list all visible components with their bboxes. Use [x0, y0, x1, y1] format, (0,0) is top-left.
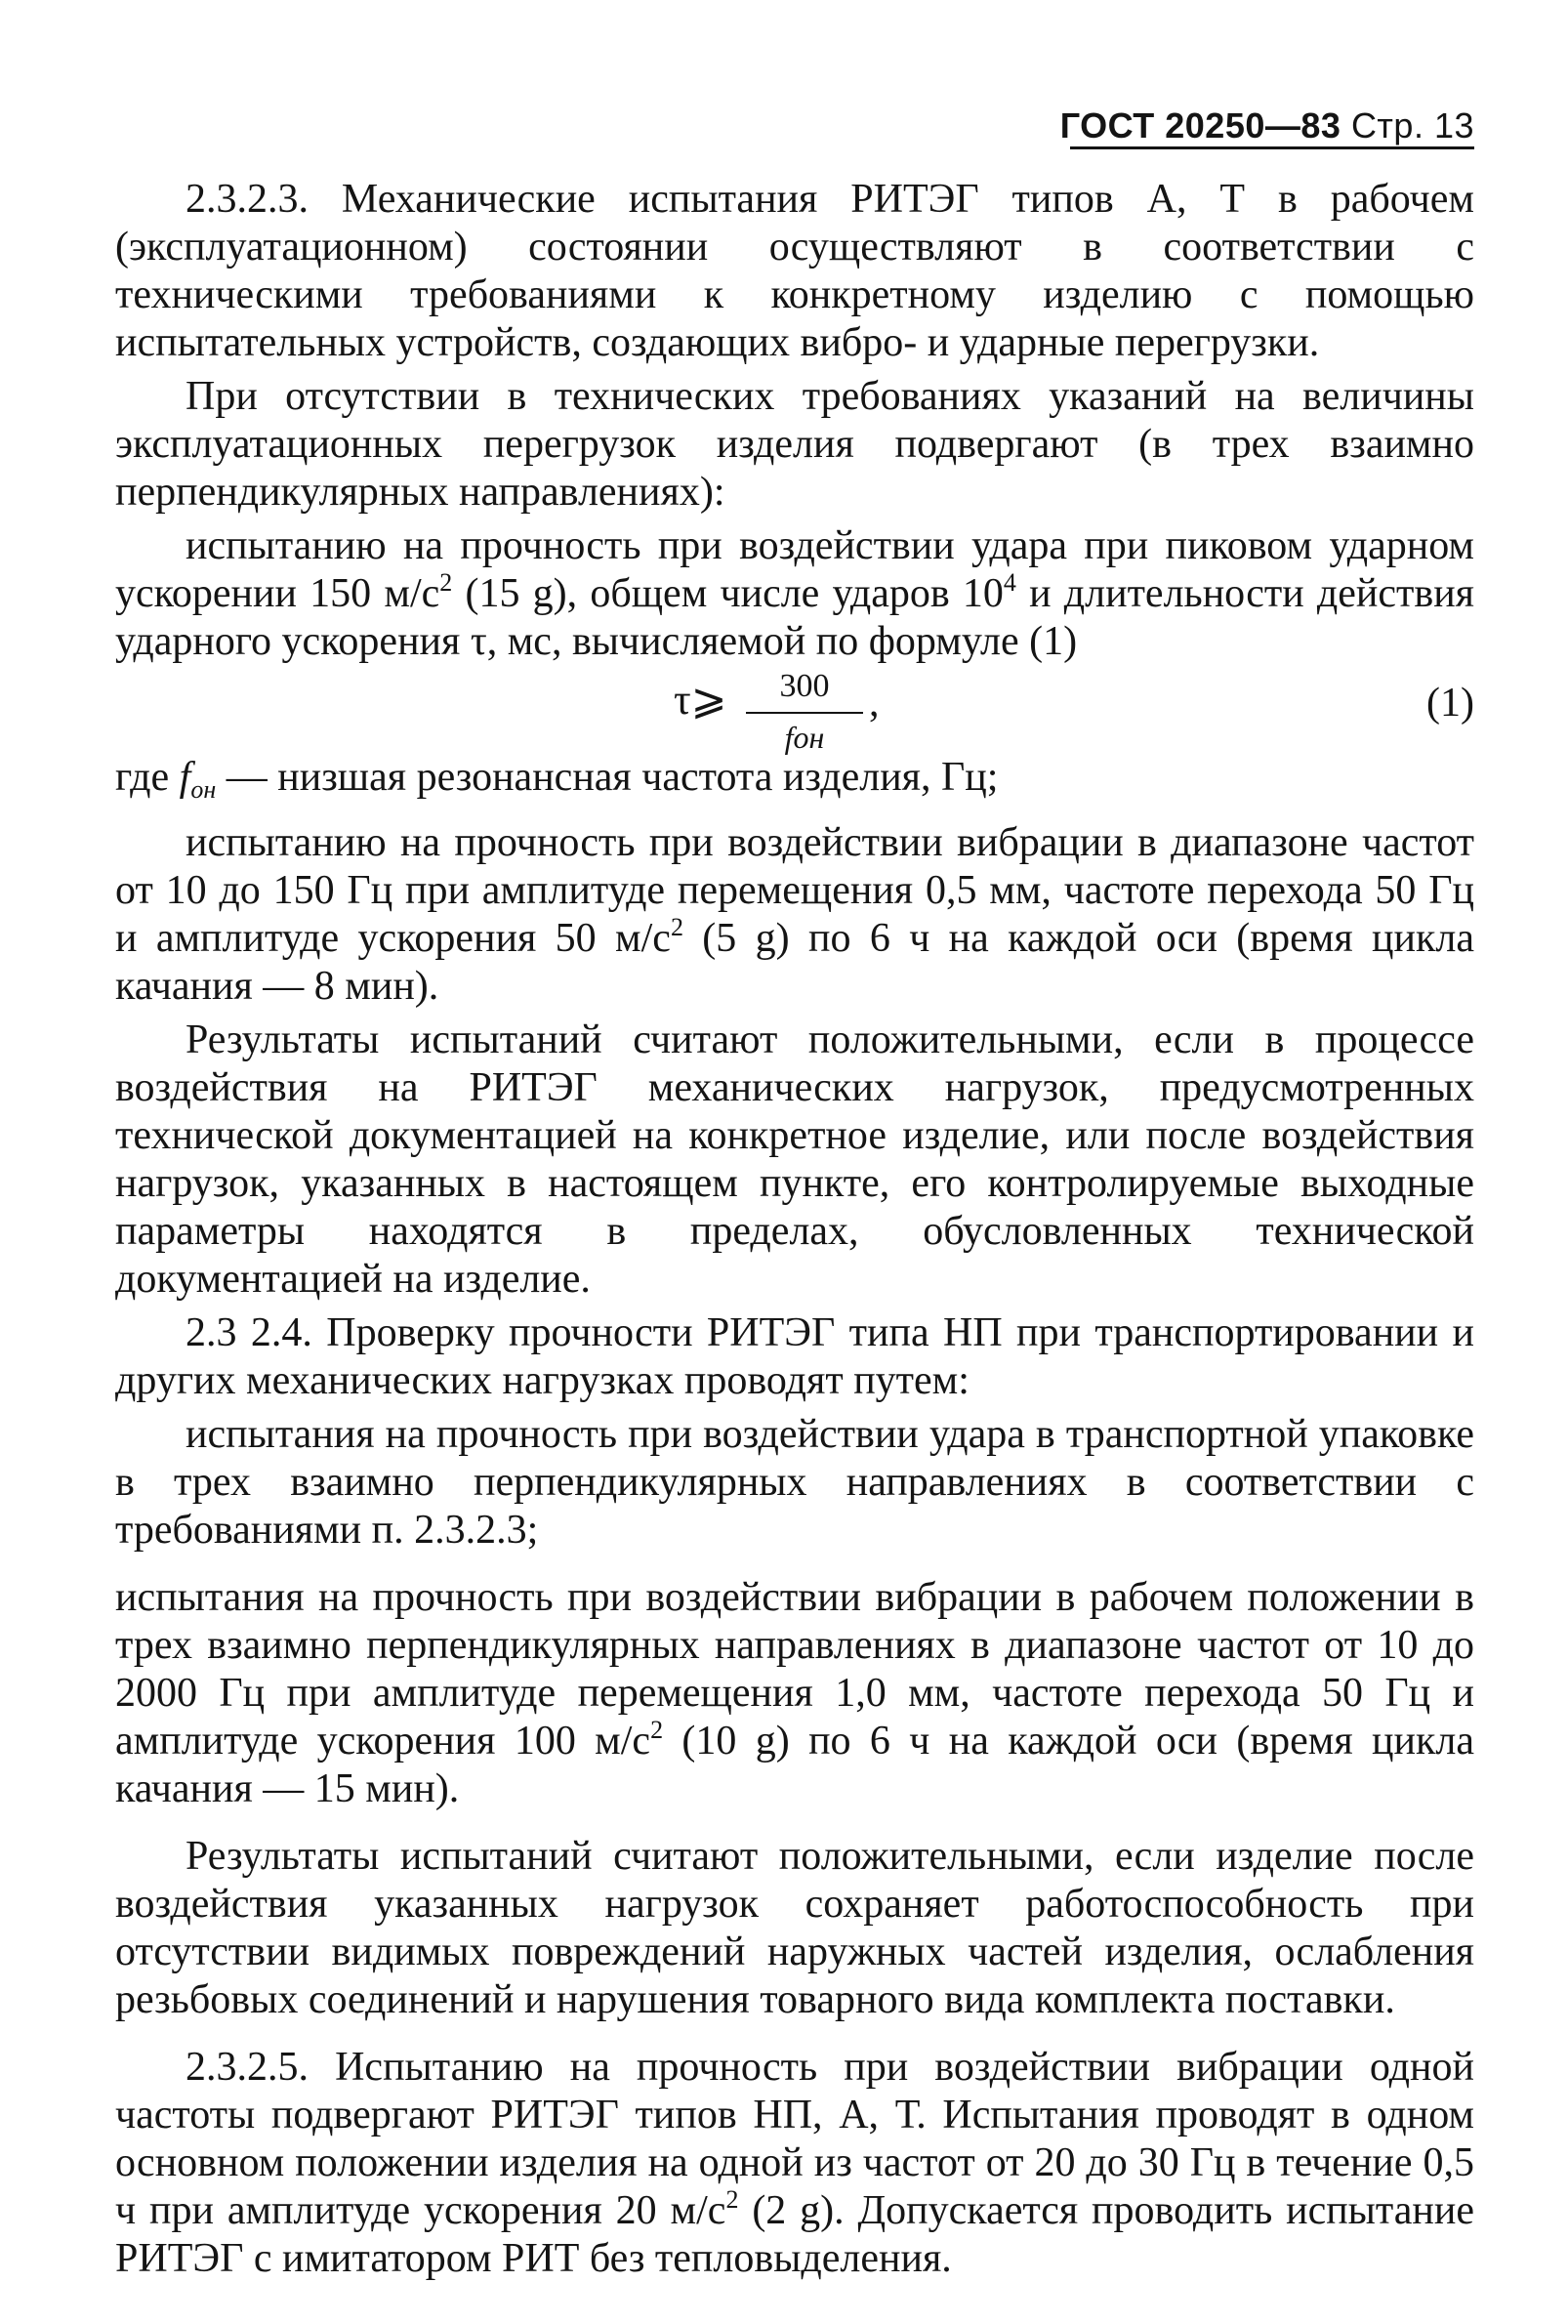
- formula-numerator: 300: [746, 662, 863, 714]
- where-definition: — низшая резонансная частота изделия, Гц;: [216, 755, 999, 800]
- paragraph-no-requirements: При отсутствии в технических требованиях указаний на величины эксплуатационных перегрузок изделия подвергают (в трех взаимно перпендикулярных направлениях):: [115, 374, 1474, 515]
- paragraph-results-2: Результаты испытаний считают положительными, если изделие после воздействия указанных нагрузок сохраняет работоспособность при отсутствии видимых повреждений наружных частей изделия, ослабления резьбовых соединений и нарушения товарного вида комплекта поставки.: [115, 1834, 1474, 2022]
- paragraph-2-3-2-5: [115, 2044, 1474, 2283]
- formula-comma: ,: [869, 681, 880, 726]
- superscript: 2: [439, 568, 453, 597]
- superscript: 2: [650, 1716, 664, 1744]
- page-header: [1060, 105, 1474, 146]
- shock-test-text-b: (15 g), общем числе ударов 10: [452, 571, 1004, 616]
- transport-vibration-text-a: испытания на прочность при воздействии вибрации в рабочем положении в трех взаимно перпендикулярных направлениях в диапазоне частот от 10 до 2000 Гц при амплитуде перемещения 1,0 мм, частоте перехода 50 Гц и амплитуде ускорения 100 м/с: [115, 1575, 1474, 1764]
- where-text: где: [115, 755, 180, 800]
- superscript: 4: [1003, 568, 1016, 597]
- document-body: [115, 176, 1474, 2289]
- frequency-subscript: он: [190, 775, 217, 804]
- formula-1: [115, 668, 1474, 755]
- paragraph-2-3-2-4: 2.3 2.4. Проверку прочности РИТЭГ типа НП при транспортировании и других механических нагрузках проводят путем:: [115, 1310, 1474, 1403]
- transport-vibration-text-b: (10 g) по 6 ч на каждой оси (время цикла качания — 15 мин).: [115, 1719, 1474, 1811]
- paragraph-2-3-2-3: 2.3.2.3. Механические испытания РИТЭГ типов А, Т в рабочем (эксплуатационном) состоянии осуществляют в соответствии с техническими требованиями к конкретному изделию с помощью испытательных устройств, создающих вибро- и ударные перегрузки.: [115, 177, 1474, 365]
- single-frequency-text-b: (2 g). Допускается проводить испытание РИТЭГ с имитатором РИТ без тепловыделения.: [115, 2188, 1475, 2281]
- single-frequency-text-a: 2.3.2.5. Испытанию на прочность при воздействии вибрации одной частоты подвергают РИТЭГ типов НП, А, Т. Испытания проводят в одном основном положении изделия на одной из частот от 20 до 30 Гц в течение 0,5 ч при амплитуде ускорения 20 м/с: [115, 2045, 1474, 2233]
- formula-lhs: τ⩾: [674, 676, 727, 724]
- formula-number: (1): [1426, 681, 1474, 726]
- header-rule: [1070, 146, 1474, 149]
- shock-test-text-c: и длительности действия ударного ускорения τ, мс, вычисляемой по формуле (1): [115, 571, 1474, 664]
- formula-fraction: [746, 662, 863, 762]
- paragraph-vibration-test: [115, 819, 1474, 1011]
- superscript: 2: [670, 913, 683, 941]
- paragraph-transport-shock: испытания на прочность при воздействии удара в транспортной упаковке в трех взаимно перпендикулярных направлениях в соответствии с требованиями п. 2.3.2.3;: [115, 1412, 1474, 1553]
- superscript: 2: [725, 2185, 739, 2214]
- paragraph-results-1: Результаты испытаний считают положительными, если в процессе воздействия на РИТЭГ механических нагрузок, предусмотренных технической документацией на конкретное изделие, или после воздействия нагрузок, указанных в настоящем пункте, его контролируемые выходные параметры находятся в пределах, обусловленных технической документацией на изделие.: [115, 1017, 1474, 1302]
- vibration-text-b: (5 g) по 6 ч на каждой оси (время цикла качания — 8 мин).: [115, 916, 1474, 1009]
- formula-denominator: fон: [784, 720, 825, 755]
- shock-test-text-a: испытанию на прочность при воздействии удара при пиковом ударном ускорении 150 м/с: [115, 523, 1474, 616]
- frequency-symbol: f: [179, 755, 191, 800]
- paragraph-shock-test: [115, 522, 1474, 666]
- paragraph-where: [115, 754, 1474, 813]
- vibration-text-a: испытанию на прочность при воздействии вибрации в диапазоне частот от 10 до 150 Гц при амплитуде перемещения 0,5 мм, частоте перехода 50 Гц и амплитуде ускорения 50 м/с: [115, 820, 1474, 961]
- paragraph-transport-vibration: [115, 1574, 1474, 1813]
- standard-number: ГОСТ 20250—83: [1059, 105, 1341, 145]
- page-number: Стр. 13: [1350, 105, 1474, 145]
